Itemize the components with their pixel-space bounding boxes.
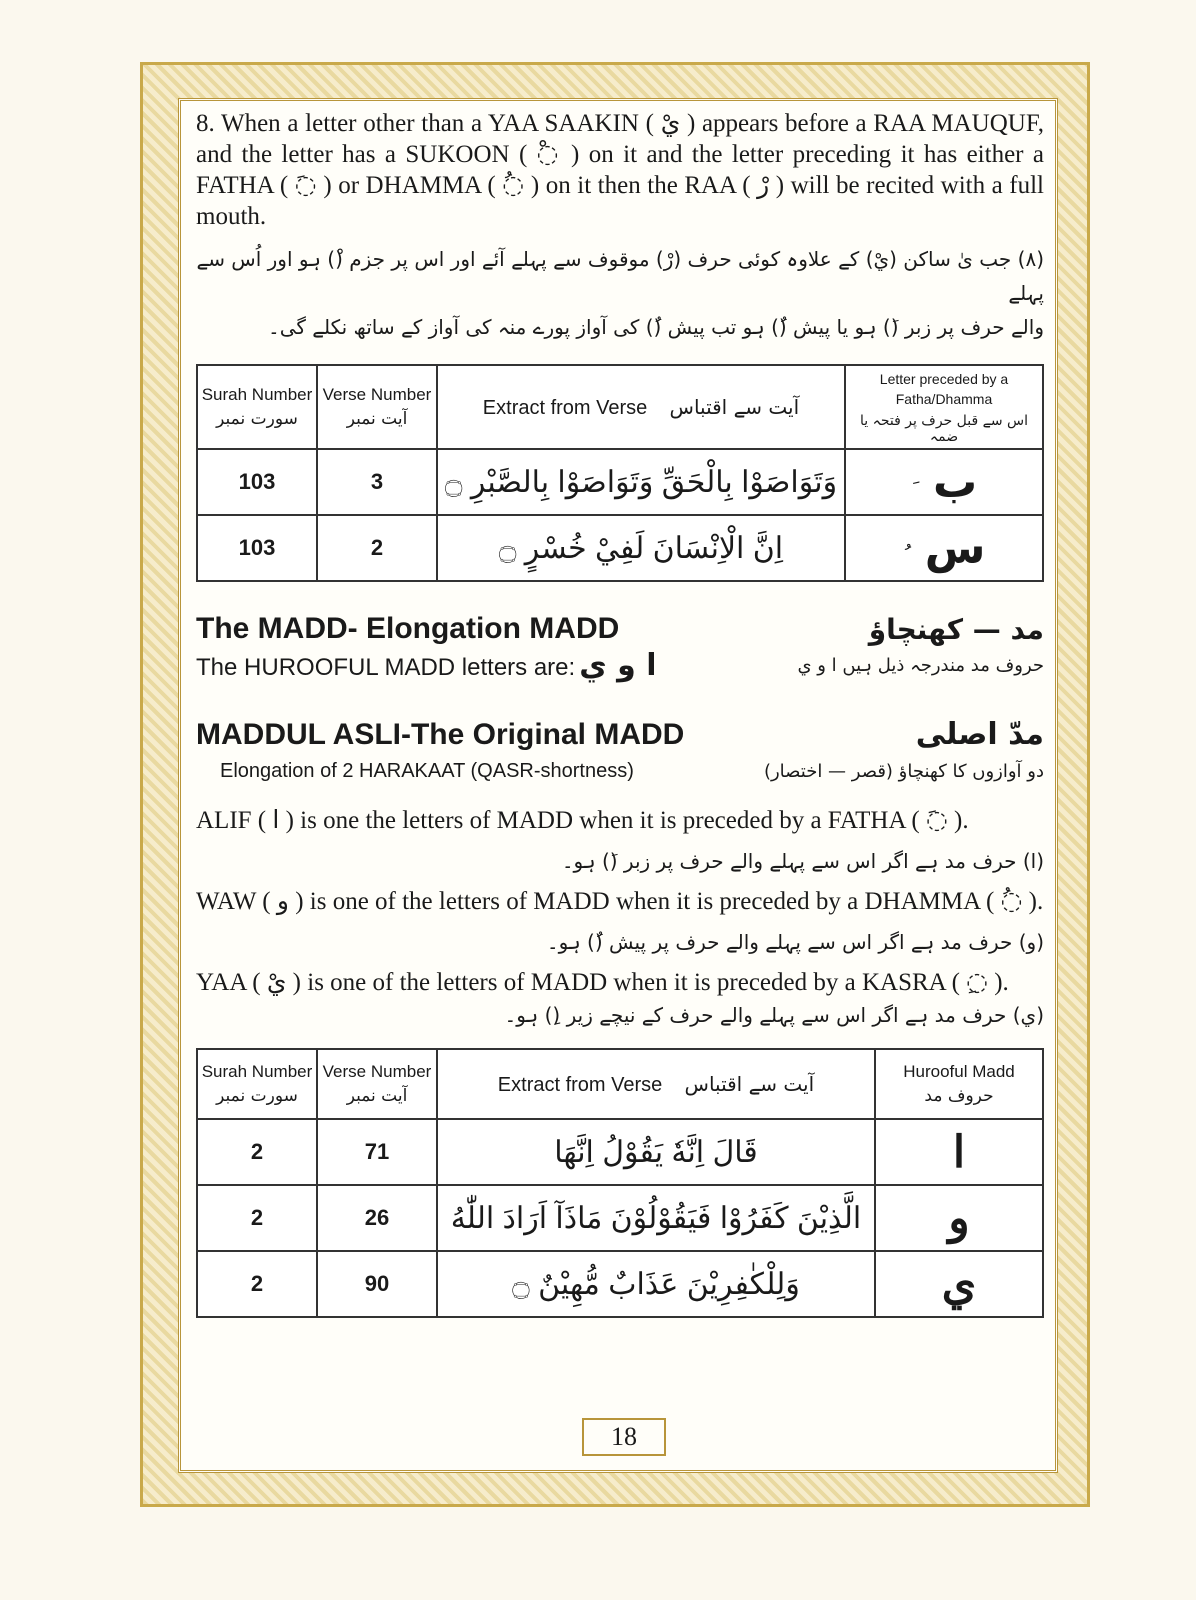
table-row: 103 2 اِنَّ الْاِنْسَانَ لَفِيْ خُسْرٍ ۝ س	[197, 515, 1043, 581]
verse-extract: وَتَوَاصَوْا بِالْحَقِّ وَتَوَاصَوْا بِالصَّبْرِ ۝	[437, 449, 845, 515]
asli-subtitle-urdu: دو آوازوں کا کھنچاؤ (قصر — اختصار)	[763, 761, 1044, 782]
verse-extract: وَلِلْكٰفِرِيْنَ عَذَابٌ مُّهِيْنٌ ۝	[437, 1251, 875, 1317]
madd-title-urdu: مد — کھنچاؤ	[868, 612, 1044, 646]
extract-header: Extract from Verse آیت سے اقتباس	[437, 1049, 875, 1119]
alif-english: ALIF ( ا ) is one the letters of MADD when it is preceded by a FATHA ( ◌َ ).	[196, 807, 969, 834]
madd-letters-label: The HUROOFUL MADD letters are:	[196, 654, 576, 681]
verse-extract: الَّذِيْنَ كَفَرُوْا فَيَقُوْلُوْنَ مَاذَآ اَرَادَ اللّٰهُ	[437, 1185, 875, 1251]
surah-header: Surah Number سورت نمبر	[197, 365, 317, 449]
verse-header: Verse Number آیت نمبر	[317, 1049, 437, 1119]
waw-english: WAW ( و ) is one of the letters of MADD when it is preceded by a DHAMMA ( ◌ُ ).	[196, 888, 1044, 915]
table-header-row	[197, 1049, 1043, 1119]
table-row: 2 90 وَلِلْكٰفِرِيْنَ عَذَابٌ مُّهِيْنٌ ۝ ي	[197, 1251, 1043, 1317]
table-row: 2 71 قَالَ اِنَّهٗ يَقُوْلُ اِنَّهَا ا	[197, 1119, 1043, 1185]
waw-urdu: (و) حرف مد ہے اگر اس سے پہلے والے حرف پر پیش (ُ) ہو۔	[546, 930, 1044, 954]
letter-header: Letter preceded by a Fatha/Dhamma اس سے قبل حرف پر فتحہ یا ضمہ	[845, 365, 1043, 449]
madd-header: Hurooful Madd حروف مد	[875, 1049, 1043, 1119]
rule-8-urdu-line2: والے حرف پر زبر (َ) ہو یا پیش (ُ) ہو تب پیش (ُ) کی آواز پورے منہ کی آواز کے ساتھ نکلے گی۔	[267, 315, 1044, 339]
asli-title: MADDUL ASLI-The Original MADD	[196, 717, 685, 751]
madd-letter: و	[875, 1185, 1043, 1251]
madd-examples-table	[196, 1048, 1044, 1318]
madd-letters-urdu: حروف مد مندرجہ ذیل ہیں ا و ي	[797, 655, 1044, 676]
verse-extract: اِنَّ الْاِنْسَانَ لَفِيْ خُسْرٍ ۝	[437, 515, 845, 581]
verse-extract: قَالَ اِنَّهٗ يَقُوْلُ اِنَّهَا	[437, 1119, 875, 1185]
table-header-row	[197, 365, 1043, 449]
madd-title: The MADD- Elongation MADD	[196, 612, 620, 645]
asli-title-row	[196, 717, 1044, 752]
alif-urdu: (ا) حرف مد ہے اگر اس سے پہلے والے حرف پر زبر (َ) ہو۔	[561, 849, 1044, 873]
page-content	[196, 108, 1044, 1468]
madd-letter: ي	[875, 1251, 1043, 1317]
madd-letters-arabic: ا و ي	[579, 648, 657, 683]
rule-8-english: 8. When a letter other than a YAA SAAKIN ( يْ ) appears before a RAA MAUQUF, and the letter has a SUKOON ( ◌ْ ) on it and the letter preceding it has either a FATHA ( ◌َ ) or DHAMMA ( ◌ُ ) on it then the RAA ( رْ ) will be recited with a full mouth.	[196, 110, 1044, 230]
madd-title-row	[196, 612, 1044, 646]
asli-title-urdu: مدّ اصلی	[915, 717, 1044, 752]
madd-letters-row	[196, 648, 1044, 683]
yaa-urdu: (ي) حرف مد ہے اگر اس سے پہلے والے حرف کے نیچے زیر (ِ) ہو۔	[504, 1003, 1044, 1027]
asli-subtitle-row	[196, 760, 1044, 783]
surah-header: Surah Number سورت نمبر	[197, 1049, 317, 1119]
yaa-english: YAA ( يْ ) is one of the letters of MADD when it is preceded by a KASRA ( ◌ِ ).	[196, 969, 1009, 996]
raa-examples-table	[196, 364, 1044, 582]
madd-letter: ا	[875, 1119, 1043, 1185]
page-number: 18	[582, 1418, 666, 1456]
verse-header: Verse Number آیت نمبر	[317, 365, 437, 449]
letter-cell: ب	[845, 449, 1043, 515]
extract-header: Extract from Verse آیت سے اقتباس	[437, 365, 845, 449]
table-row: 103 3 وَتَوَاصَوْا بِالْحَقِّ وَتَوَاصَوْا بِالصَّبْرِ ۝ ب	[197, 449, 1043, 515]
asli-subtitle: Elongation of 2 HARAKAAT (QASR-shortness)	[220, 760, 634, 782]
table-row: 2 26 الَّذِيْنَ كَفَرُوْا فَيَقُوْلُوْنَ مَاذَآ اَرَادَ اللّٰهُ و	[197, 1185, 1043, 1251]
rule-8-urdu-line1: (۸) جب یٰ ساکن (يْ) کے علاوہ کوئی حرف (رْ) موقوف سے پہلے آئے اور اس پر جزم (ْ) ہو اور اُس سے پہلے	[196, 247, 1044, 305]
letter-cell: س	[845, 515, 1043, 581]
